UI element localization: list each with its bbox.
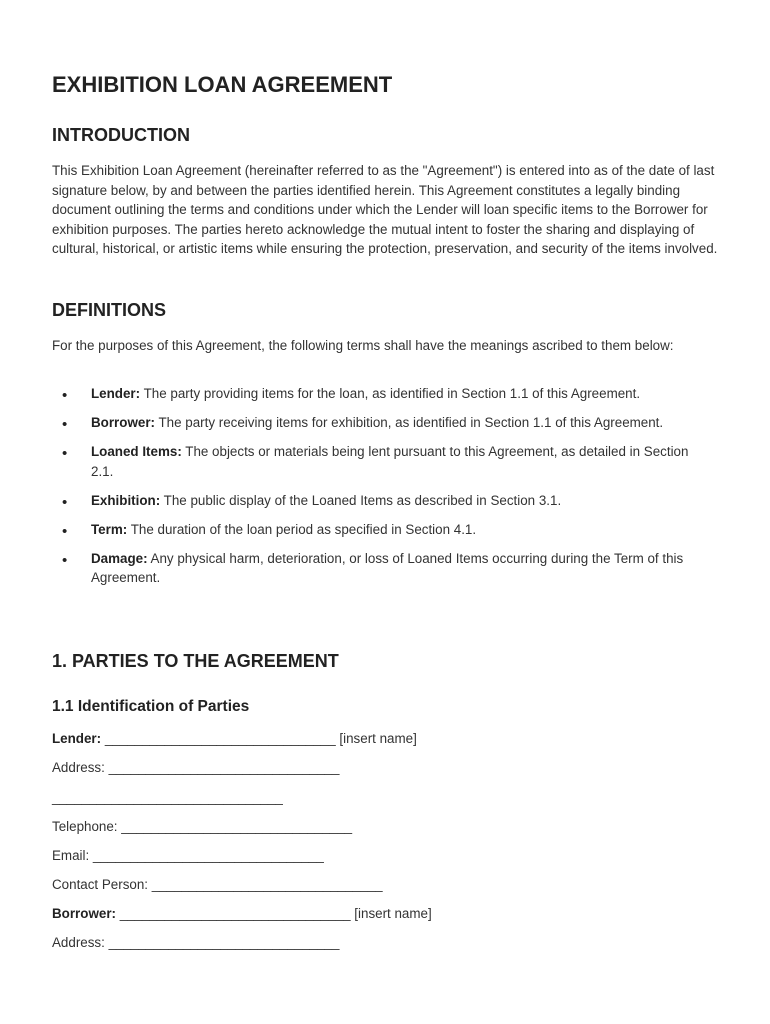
definition-item-term	[52, 520, 701, 540]
definition-term: Loaned Items:	[91, 444, 182, 459]
definition-item-loaned-items	[52, 442, 701, 481]
introduction-heading: INTRODUCTION	[52, 125, 190, 145]
lender-contact-person-field: Contact Person: _______________________________	[52, 877, 383, 892]
borrower-address-field: Address: _______________________________	[52, 935, 340, 950]
definition-item-damage	[52, 549, 701, 588]
identification-subheading: 1.1 Identification of Parties	[52, 698, 250, 715]
document-title: EXHIBITION LOAN AGREEMENT	[52, 72, 393, 97]
definition-term: Borrower:	[91, 415, 155, 430]
definition-term: Lender:	[91, 386, 141, 401]
definition-term: Damage:	[91, 550, 148, 566]
definition-text: The duration of the loan period as specified in Section 4.1.	[127, 521, 477, 537]
definition-text: The public display of the Loaned Items as described in Section 3.1.	[160, 492, 562, 508]
bullet-icon: •	[62, 445, 68, 462]
definition-text: The objects or materials being lent pursuant to this Agreement, as detailed in Section 2.1.	[91, 444, 689, 479]
definition-term: Term:	[91, 521, 128, 537]
lender-address-field: Address: _______________________________	[52, 760, 340, 775]
definition-item-exhibition	[52, 491, 701, 511]
definitions-list	[52, 384, 722, 597]
bullet-icon: •	[62, 493, 68, 511]
bullet-icon: •	[62, 416, 68, 433]
definition-text: The party providing items for the loan, as identified in Section 1.1 of this Agreement.	[140, 386, 641, 401]
definition-text: The party receiving items for exhibition, as identified in Section 1.1 of this Agreement.	[155, 415, 664, 430]
introduction-paragraph: This Exhibition Loan Agreement (hereinafter referred to as the "Agreement") is entered into as of the date of last signature below, by and between the parties identified herein. This Agreement constitutes a legally binding document outlining the terms and conditions under which the Lender will loan specific items to the Borrower for exhibition purposes. The parties hereto acknowledge the mutual intent to foster the sharing and displaying of cultural, historical, or artistic items while ensuring the protection, preservation, and security of the items involved.	[52, 163, 718, 256]
borrower-field	[52, 904, 432, 923]
definition-item-lender	[52, 384, 701, 404]
lender-label: Lender:	[52, 731, 102, 746]
definition-term: Exhibition:	[91, 492, 161, 508]
lender-field	[52, 729, 417, 748]
lender-email-field: Email: _______________________________	[52, 848, 324, 863]
definition-text: Any physical harm, deterioration, or loss of Loaned Items occurring during the Term of this Agreement.	[91, 550, 684, 585]
parties-heading: 1. PARTIES TO THE AGREEMENT	[52, 651, 339, 671]
lender-address-continuation: _______________________________	[52, 790, 283, 805]
lender-blank: _______________________________ [insert name]	[101, 731, 417, 746]
definitions-intro: For the purposes of this Agreement, the following terms shall have the meanings ascribed to them below:	[52, 338, 674, 353]
bullet-icon: •	[62, 522, 68, 540]
bullet-icon: •	[62, 387, 68, 404]
borrower-blank: _______________________________ [insert name]	[116, 906, 432, 921]
definition-item-borrower	[52, 413, 701, 433]
borrower-label: Borrower:	[52, 906, 116, 921]
bullet-icon: •	[62, 551, 68, 569]
lender-telephone-field: Telephone: _______________________________	[52, 819, 353, 834]
definitions-heading: DEFINITIONS	[52, 300, 167, 320]
